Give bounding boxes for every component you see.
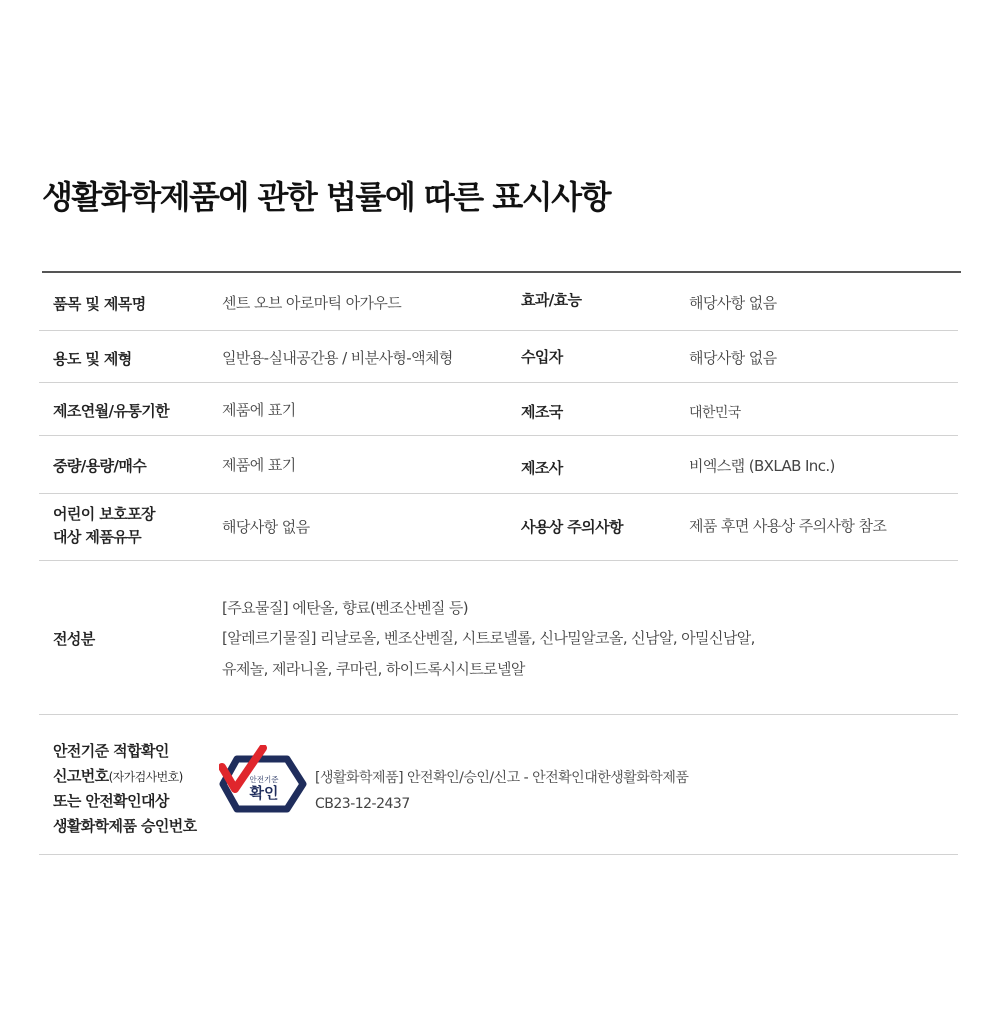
label-safety: 안전기준 적합확인 신고번호(자가검사번호) 또는 안전확인대상 생활화학제품 승인번호 [53, 742, 197, 835]
table-row-safety [39, 715, 958, 855]
label-product-name: 품목 및 제목명 [53, 295, 146, 313]
label-precautions: 사용상 주의사항 [521, 518, 623, 536]
value-precautions: 제품 후면 사용상 주의사항 참조 [689, 517, 887, 535]
table-row-manufacture-date [39, 383, 958, 436]
label-importer: 수입자 [521, 348, 563, 366]
ingredient-line-allergen: [알레르기물질] 리날로올, 벤조산벤질, 시트로넬롤, 신나밀알코올, 신남알, 아밀신남알, [222, 629, 755, 647]
table-row-weight [39, 436, 958, 494]
safety-cert-number: CB23-12-2437 [315, 796, 410, 812]
label-ingredients: 전성분 [53, 630, 95, 648]
safety-cert-description: [생활화학제품] 안전확인/승인/신고 - 안전확인대한생활화학제품 [315, 770, 689, 786]
table-row-ingredients [39, 561, 958, 715]
label-country: 제조국 [521, 403, 563, 421]
mark-top-text: 안전기준 [249, 775, 279, 784]
page-title: 생활화학제품에 관한 법률에 따른 표시사항 [42, 178, 610, 216]
label-usage: 용도 및 제형 [53, 350, 132, 368]
ingredient-line-allergen-cont: 유제놀, 제라니올, 쿠마린, 하이드록시시트로넬알 [222, 660, 525, 678]
label-weight: 중량/용량/매수 [53, 457, 147, 475]
value-product-name: 센트 오브 아로마틱 아가우드 [222, 294, 402, 312]
ingredient-line-main: [주요물질] 에탄올, 향료(벤조산벤질 등) [222, 599, 469, 617]
value-usage: 일반용-실내공간용 / 비분사형-액체형 [222, 349, 453, 367]
label-table [39, 273, 958, 855]
label-manufacturer: 제조사 [521, 459, 563, 477]
mark-main-text: 확인 [249, 784, 279, 802]
value-manufacture-date: 제품에 표기 [222, 401, 296, 419]
value-manufacturer: 비엑스랩 (BXLAB Inc.) [689, 457, 835, 475]
value-weight: 제품에 표기 [222, 456, 296, 474]
label-child-packaging: 어린이 보호포장 대상 제품유무 [53, 505, 155, 546]
value-effect: 해당사항 없음 [689, 294, 777, 312]
label-effect: 효과/효능 [521, 291, 582, 309]
value-country: 대한민국 [689, 405, 741, 421]
label-manufacture-date: 제조연월/유통기한 [53, 402, 169, 420]
safety-confirmation-mark-icon [219, 745, 309, 823]
table-row-child-packaging [39, 494, 958, 561]
value-importer: 해당사항 없음 [689, 349, 777, 367]
table-row-product-name [39, 273, 958, 331]
value-child-packaging: 해당사항 없음 [222, 518, 310, 536]
table-row-usage [39, 331, 958, 383]
